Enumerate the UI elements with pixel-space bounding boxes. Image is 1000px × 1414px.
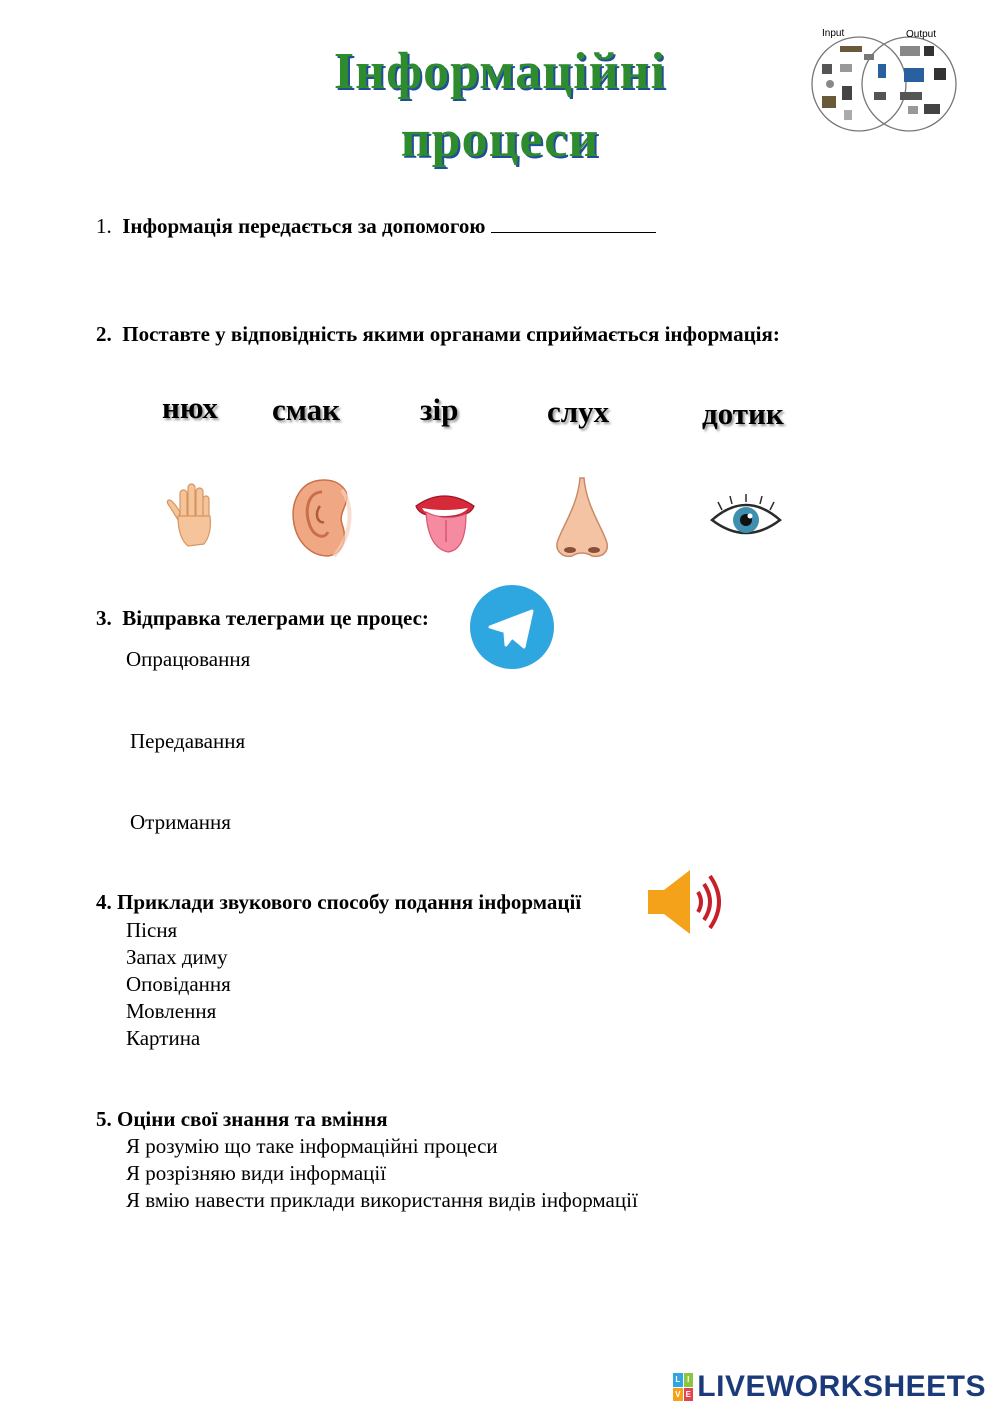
question-2 (96, 322, 780, 347)
question-3-text: Відправка телеграми це процес: (122, 606, 429, 630)
telegram-icon (470, 585, 554, 669)
hand-icon[interactable] (160, 482, 224, 552)
q3-option-transmission[interactable]: Передавання (130, 729, 246, 753)
page-title-line1: Інформаційні (333, 43, 667, 100)
question-3 (96, 606, 429, 631)
q4-option-story[interactable]: Оповідання (126, 972, 231, 996)
sense-label-hearing[interactable]: слух (547, 394, 610, 429)
question-2-number: 2. (96, 322, 112, 346)
sense-label-sight[interactable]: зір (420, 392, 459, 427)
badge-letter: I (684, 1373, 694, 1387)
liveworksheets-logo (673, 1370, 986, 1404)
question-4-text: Приклади звукового способу подання інформації (117, 890, 582, 914)
nose-icon[interactable] (550, 474, 616, 562)
q4-option-smoke-smell[interactable]: Запах диму (126, 945, 228, 969)
answer-blank[interactable] (491, 214, 656, 233)
q4-option-picture[interactable]: Картина (126, 1026, 201, 1050)
mouth-icon[interactable] (410, 482, 480, 556)
badge-letter: V (673, 1388, 683, 1402)
q3-option-processing[interactable]: Опрацювання (126, 647, 251, 671)
q5-option-2[interactable]: Я розрізняю види інформації (126, 1161, 387, 1185)
q4-option-song[interactable]: Пісня (126, 918, 178, 942)
q5-option-3[interactable]: Я вмію навести приклади використання видів інформації (126, 1188, 638, 1212)
sense-label-taste[interactable]: смак (272, 392, 341, 427)
ear-icon[interactable] (284, 476, 356, 562)
speaker-icon (646, 868, 722, 938)
q3-option-receiving[interactable]: Отримання (130, 810, 231, 834)
question-1-number: 1. (96, 214, 112, 238)
question-5-text: Оціни свої знання та вміння (117, 1107, 388, 1131)
q4-option-speech[interactable]: Мовлення (126, 999, 217, 1023)
q5-option-1[interactable]: Я розумію що таке інформаційні процеси (126, 1134, 498, 1158)
input-label: Input (822, 28, 845, 39)
input-output-diagram (804, 24, 964, 134)
question-1-text: Інформація передається за допомогою (122, 214, 486, 238)
question-1 (96, 214, 656, 239)
sense-label-smell[interactable]: нюх (162, 390, 218, 425)
sense-label-touch[interactable]: дотик (702, 396, 784, 431)
page-title-line2: процеси (400, 111, 600, 168)
question-4-number: 4. (96, 890, 112, 914)
question-2-text: Поставте у відповідність якими органами сприймається інформація: (122, 322, 780, 346)
badge-letter: L (673, 1373, 683, 1387)
badge-letter: E (684, 1388, 694, 1402)
question-5 (96, 1107, 388, 1132)
eye-icon[interactable] (708, 494, 784, 546)
logo-text: LIVEWORKSHEETS (697, 1370, 986, 1403)
question-5-number: 5. (96, 1107, 112, 1131)
output-label: Output (906, 29, 937, 40)
question-3-number: 3. (96, 606, 112, 630)
logo-badge-icon (673, 1373, 693, 1401)
question-4 (96, 890, 581, 915)
